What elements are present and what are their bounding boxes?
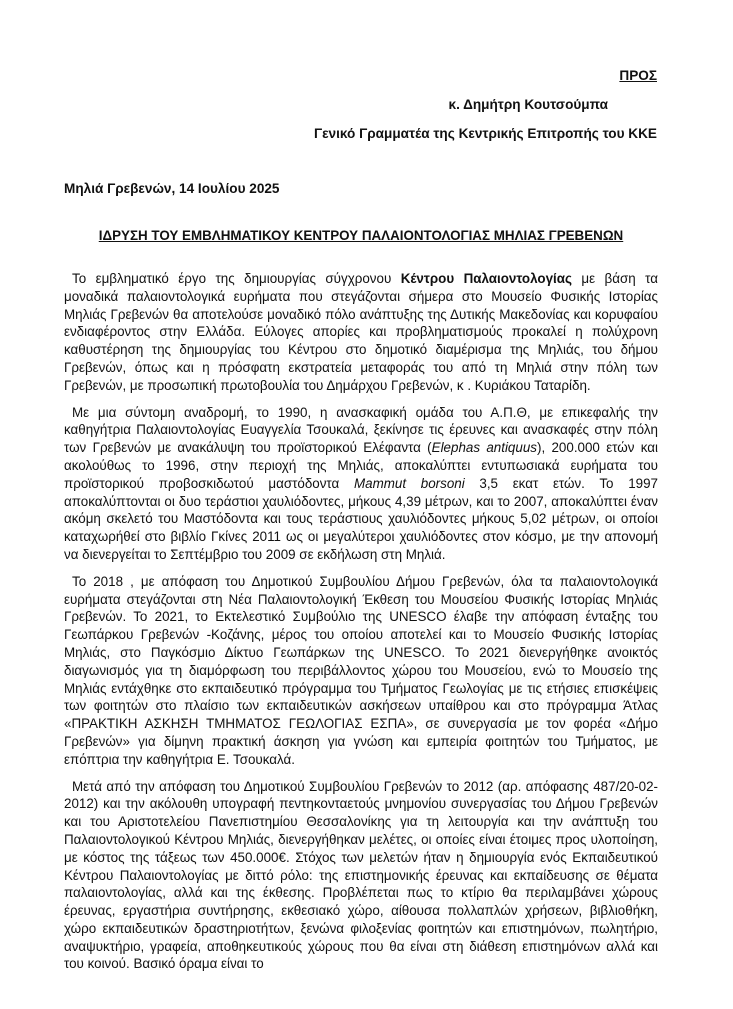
paragraph-4: Μετά από την απόφαση του Δημοτικού Συμβουλίου Γρεβενών το 2012 (αρ. απόφασης 487/20-02-2012) και την ακόλουθη υπογραφή πεντηκονταετούς μνημονίου συνεργασίας του Δήμου Γρεβενών και του Αριστοτελείου Πανεπιστημίου Θεσσαλονίκης για τη λειτουργία και την ανάπτυξη του Παλαιοντολογικού Κέντρου Μηλιάς, διενεργήθηκαν μελέτες, οι οποίες είναι έτοιμες προς υλοποίηση, με κόστος της τάξεως των 450.000€. Στόχος των μελετών ήταν η δημιουργία ενός Εκπαιδευτικού Κέντρου Παλαιοντολογίας με διττό ρόλο: της επιστημονικής έρευνας και εκπαίδευσης σε θέματα παλαιοντολογίας, αλλά και της έκθεσης. Προβλέπεται πως το κτίριο θα περιλαμβάνει χώρους έρευνας, εργαστήρια συντήρησης, εκθεσιακό χώρο, αίθουσα πολλαπλών χρήσεων, βιβλιοθήκη, χώρο εκπαιδευτικών δραστηριοτήτων, ξενώνα φιλοξενίας φοιτητών και επιστημόνων, πωλητήριο, αναψυκτήριο, γραφεία, αποθηκευτικούς χώρους που θα είναι στη διάθεση επιστημόνων αλλά και του κοινού. Βασικό όραμα είναι το <box>64 778 658 972</box>
document-body <box>64 270 658 982</box>
paragraph-2-italic-a: Elephas antiquus <box>431 440 537 456</box>
paragraph-2-italic-b: Mammut borsoni <box>353 475 465 491</box>
document-subject: ΙΔΡΥΣΗ ΤΟΥ ΕΜΒΛΗΜΑΤΙΚΟΥ ΚΕΝΤΡΟΥ ΠΑΛΑΙΟΝΤΟΛΟΓΙΑΣ ΜΗΛΙΑΣ ΓΡΕΒΕΝΩΝ <box>98 228 624 243</box>
paragraph-3: Το 2018 , με απόφαση του Δημοτικού Συμβουλίου Δήμου Γρεβενών, όλα τα παλαιοντολογικά ευρήματα στεγάζονται στη Νέα Παλαιοντολογική Έκθεση του Μουσείου Φυσικής Ιστορίας Μηλιάς Γρεβενών. Το 2021, το Εκτελεστικό Συμβούλιο της UNESCO έλαβε την απόφαση ένταξης του Γεωπάρκου Γρεβενών -Κοζάνης, μέρος του οποίου αποτελεί και το Μουσείο Φυσικής Ιστορίας Μηλιάς, στο Παγκόσμιο Δίκτυο Γεωπάρκων της UNESCO. Το 2021 διενεργήθηκε ανοικτός διαγωνισμός για τη διαμόρφωση του περιβάλλοντος χώρου του Μουσείου, ενώ το Μουσείο της Μηλιάς εντάχθηκε στο εκπαιδευτικό πρόγραμμα του Τμήματος Γεωλογίας με τις ετήσιες επισκέψεις των φοιτητών στο πλαίσιο των εκπαιδευτικών ασκήσεων υπαίθρου και στο πρόγραμμα Άτλας «ΠΡΑΚΤΙΚΗ ΑΣΚΗΣΗ ΤΜΗΜΑΤΟΣ ΓΕΩΛΟΓΙΑΣ ΕΣΠΑ», σε συνεργασία με τον φορέα «Δήμο Γρεβενών» για δίμηνη πρακτική άσκηση για γνώση και εμπειρία φοιτητών του Τμήματος, με επόπτρια την καθηγήτρια Ε. Τσουκαλά. <box>64 573 658 767</box>
paragraph-1-text-c: με βάση τα μοναδικά παλαιοντολογικά ευρήματα που στεγάζονται σήμερα στο Μουσείο Φυσικής Ιστορίας Μηλιάς Γρεβενών θα αποτελούσε μοναδικό πόλο ανάπτυξης της Δυτικής Μακεδονίας και κορυφαίου ενδιαφέροντος στην Ελλάδα. Εύλογες απορίες και προβληματισμούς προκαλεί η πολύχρονη καθυστέρηση της δημιουργίας του Κέντρου στο δημοτικό διαμέρισμα της Μηλιάς, του δήμου Γρεβενών, όπως και η πρόσφατη εκστρατεία μεταφοράς του από τη Μηλιά στην πόλη των Γρεβενών, με προσωπική πρωτοβουλία του Δημάρχου Γρεβενών, κ . Κυριάκου Ταταρίδη. <box>64 271 658 393</box>
recipient-label: ΠΡΟΣ <box>619 68 657 83</box>
paragraph-2 <box>64 404 658 564</box>
recipient-title: Γενικό Γραμματέα της Κεντρικής Επιτροπής του ΚΚΕ <box>313 126 657 141</box>
paragraph-2-text-a: Με μια σύντομη αναδρομή, το 1990, η ανασκαφική ομάδα του Α.Π.Θ, με επικεφαλής την καθηγήτρια Παλαιοντολογίας Ευαγγελία Τσουκαλά, ξεκίνησε τις έρευνες και ανασκαφές στην πόλη των Γρεβενών με ανακάλυψη του προϊστορικού Ελέφαντα ( <box>64 404 658 456</box>
paragraph-1-text-a: Το εμβληματικό έργο της δημιουργίας σύγχρονου <box>72 271 401 286</box>
recipient-name: κ. Δημήτρη Κουτσούμπα <box>448 97 608 112</box>
paragraph-1 <box>64 270 658 395</box>
date-line: Μηλιά Γρεβενών, 14 Ιουλίου 2025 <box>64 181 280 196</box>
paragraph-2-text-c: ), 200.000 ετών και ακολούθως το 1996, στην περιοχή της Μηλιάς, αποκαλύπτει εντυπωσιακά ευρήματα του προϊστορικού προβοσκιδωτού μαστόδοντα <box>64 440 658 491</box>
paragraph-1-bold: Κέντρου Παλαιοντολογίας <box>400 271 572 286</box>
paragraph-2-text-e: 3,5 εκατ ετών. Το 1997 αποκαλύπτονται οι δυο τεράστιοι χαυλιόδοντες, μήκους 4,39 μέτρων, και το 2007, αποκαλύπτει έναν ακόμη σκελετό του Μαστόδοντα και τους τεράστιους χαυλιόδοντες μήκους 5,02 μέτρων, οι οποίοι καταχωρήθεί στο βιβλίο Γκίνες 2011 ως οι μεγαλύτεροι χαυλιόδοντες στον κόσμο, με την απονομή να διενεργείται το Σεπτέμβριο του 2009 σε εκδήλωση στη Μηλιά. <box>64 475 658 562</box>
